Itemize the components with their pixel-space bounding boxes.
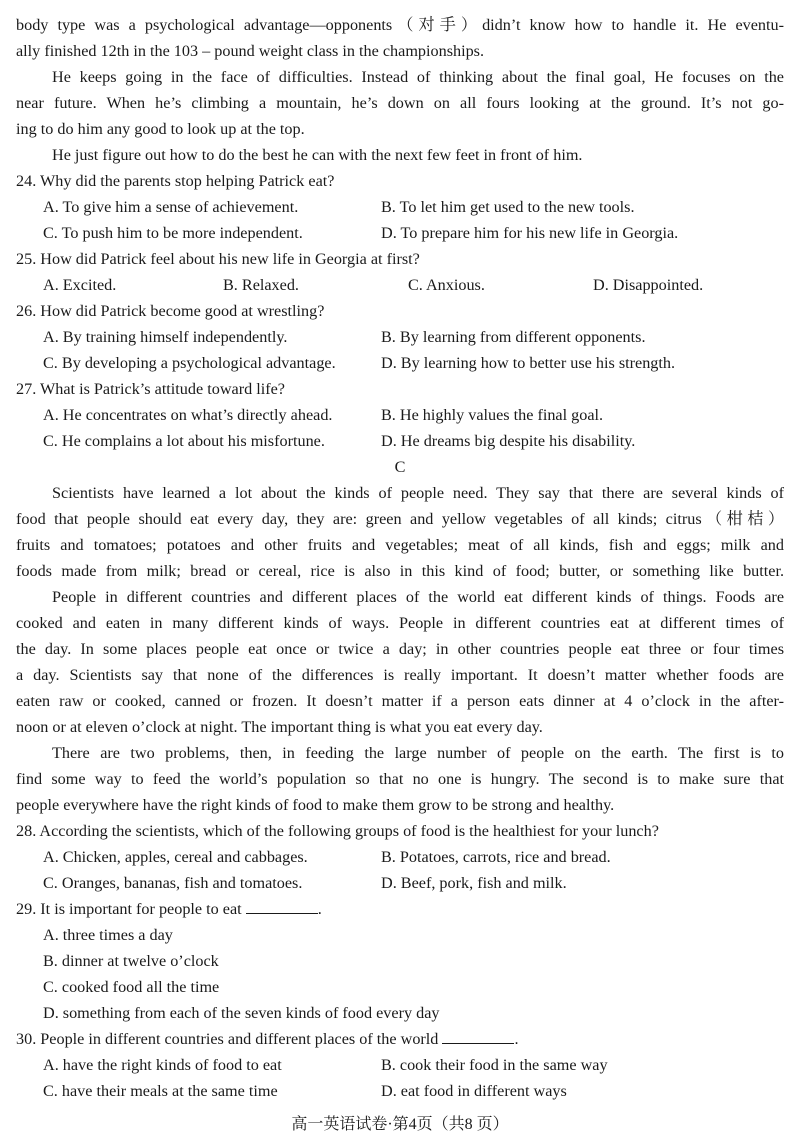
answer-blank bbox=[442, 1027, 514, 1044]
option-b[interactable]: B. To let him get used to the new tools. bbox=[381, 198, 635, 216]
question-29-stem bbox=[16, 896, 784, 922]
option-c[interactable]: C. He complains a lot about his misfortune. bbox=[43, 432, 325, 450]
question-28-options-row bbox=[16, 844, 784, 870]
option-c[interactable]: C. cooked food all the time bbox=[43, 978, 220, 996]
option-c[interactable]: C. have their meals at the same time bbox=[43, 1082, 278, 1100]
option-d[interactable]: D. By learning how to better use his strength. bbox=[381, 354, 676, 372]
question-24-options-row bbox=[16, 194, 784, 220]
question-26-options-row bbox=[16, 324, 784, 350]
option-b[interactable]: B. He highly values the final goal. bbox=[381, 406, 604, 424]
passage-line: near future. When he’s climbing a mountain, he’s down on all fours looking at the ground. It’s not go- bbox=[16, 94, 784, 112]
question-27-options-row bbox=[16, 428, 784, 454]
question-27-options-row bbox=[16, 402, 784, 428]
option-d[interactable]: D. something from each of the seven kinds of food every day bbox=[43, 1004, 440, 1022]
passage-line: He keeps going in the face of difficulties. Instead of thinking about the final goal, He focuses on the bbox=[52, 68, 784, 86]
question-26-options-row bbox=[16, 350, 784, 376]
option-d[interactable]: D. Disappointed. bbox=[593, 276, 704, 294]
option-a[interactable]: A. He concentrates on what’s directly ahead. bbox=[43, 406, 333, 424]
question-28-options-row bbox=[16, 870, 784, 896]
option-b[interactable]: B. Potatoes, carrots, rice and bread. bbox=[381, 848, 611, 866]
passage-line: find some way to feed the world’s population so that no one is hungry. The second is to make sure that bbox=[16, 770, 784, 788]
question-27-stem: 27. What is Patrick’s attitude toward life? bbox=[16, 380, 285, 398]
option-a[interactable]: A. three times a day bbox=[43, 926, 173, 944]
option-d[interactable]: D. To prepare him for his new life in Georgia. bbox=[381, 224, 679, 242]
option-a[interactable]: A. Excited. bbox=[43, 276, 117, 294]
passage-line: ally finished 12th in the 103 – pound weight class in the championships. bbox=[16, 42, 485, 60]
page-footer: 高一英语试卷·第4页（共8 页） bbox=[291, 1116, 509, 1133]
option-c[interactable]: C. To push him to be more independent. bbox=[43, 224, 303, 242]
option-d[interactable]: D. He dreams big despite his disability. bbox=[381, 432, 636, 450]
passage-line: foods made from milk; bread or cereal, rice is also in this kind of food; butter, or something like butter. bbox=[16, 562, 784, 580]
section-c-heading: C bbox=[394, 458, 406, 476]
question-26-stem: 26. How did Patrick become good at wrestling? bbox=[16, 302, 325, 320]
question-28-stem: 28. According the scientists, which of the following groups of food is the healthiest for your lunch? bbox=[16, 822, 659, 840]
option-a[interactable]: A. By training himself independently. bbox=[43, 328, 288, 346]
passage-line: the day. In some places people eat once or twice a day; in other countries people eat three or four times bbox=[16, 640, 784, 658]
passage-line: cooked and eaten in many different kinds of ways. People in different countries eat at different times of bbox=[16, 614, 784, 632]
question-30-options-row bbox=[16, 1052, 784, 1078]
option-b[interactable]: B. dinner at twelve o’clock bbox=[43, 952, 219, 970]
question-30-period: . bbox=[514, 1030, 519, 1048]
passage-line: People in different countries and different places of the world eat different kinds of things. Foods are bbox=[52, 588, 784, 606]
question-25-options-row bbox=[16, 272, 784, 298]
passage-line: fruits and tomatoes; potatoes and other fruits and vegetables; meat of all kinds, fish and eggs; milk and bbox=[16, 536, 784, 554]
question-24-stem: 24. Why did the parents stop helping Patrick eat? bbox=[16, 172, 335, 190]
option-b[interactable]: B. By learning from different opponents. bbox=[381, 328, 646, 346]
option-c[interactable]: C. Anxious. bbox=[408, 276, 485, 294]
passage-line: eaten raw or cooked, canned or frozen. It doesn’t matter if a person eats dinner at 4 o’clock in the after- bbox=[16, 692, 784, 710]
question-30-stem bbox=[16, 1026, 784, 1052]
passage-line: ing to do him any good to look up at the top. bbox=[16, 120, 305, 138]
option-a[interactable]: A. To give him a sense of achievement. bbox=[43, 198, 299, 216]
question-29-text: 29. It is important for people to eat bbox=[16, 900, 242, 918]
option-a[interactable]: A. Chicken, apples, cereal and cabbages. bbox=[43, 848, 308, 866]
passage-line: There are two problems, then, in feeding the large number of people on the earth. The first is to bbox=[52, 744, 784, 762]
option-b[interactable]: B. cook their food in the same way bbox=[381, 1056, 608, 1074]
passage-line: He just figure out how to do the best he can with the next few feet in front of him. bbox=[52, 146, 583, 164]
question-30-text: 30. People in different countries and different places of the world bbox=[16, 1030, 439, 1048]
option-b[interactable]: B. Relaxed. bbox=[223, 276, 299, 294]
option-a[interactable]: A. have the right kinds of food to eat bbox=[43, 1056, 282, 1074]
passage-line: a day. Scientists say that none of the differences is really important. It doesn’t matter whether foods are bbox=[16, 666, 784, 684]
option-d[interactable]: D. eat food in different ways bbox=[381, 1082, 567, 1100]
question-24-options-row bbox=[16, 220, 784, 246]
exam-page bbox=[16, 12, 784, 1104]
option-c[interactable]: C. Oranges, bananas, fish and tomatoes. bbox=[43, 874, 303, 892]
option-d[interactable]: D. Beef, pork, fish and milk. bbox=[381, 874, 567, 892]
passage-line: food that people should eat every day, they are: green and yellow vegetables of all kinds; citrus（柑桔） bbox=[16, 510, 784, 528]
question-30-options-row bbox=[16, 1078, 784, 1104]
option-c[interactable]: C. By developing a psychological advantage. bbox=[43, 354, 336, 372]
question-25-stem: 25. How did Patrick feel about his new life in Georgia at first? bbox=[16, 250, 420, 268]
question-29-period: . bbox=[317, 900, 322, 918]
passage-line: body type was a psychological advantage—opponents（对手）didn’t know how to handle it. He eventu- bbox=[16, 16, 784, 34]
passage-line: Scientists have learned a lot about the kinds of people need. They say that there are several kinds of bbox=[52, 484, 784, 502]
passage-line: people everywhere have the right kinds of food to make them grow to be strong and healthy. bbox=[16, 796, 615, 814]
answer-blank bbox=[246, 897, 318, 914]
passage-line: noon or at eleven o’clock at night. The important thing is what you eat every day. bbox=[16, 718, 543, 736]
